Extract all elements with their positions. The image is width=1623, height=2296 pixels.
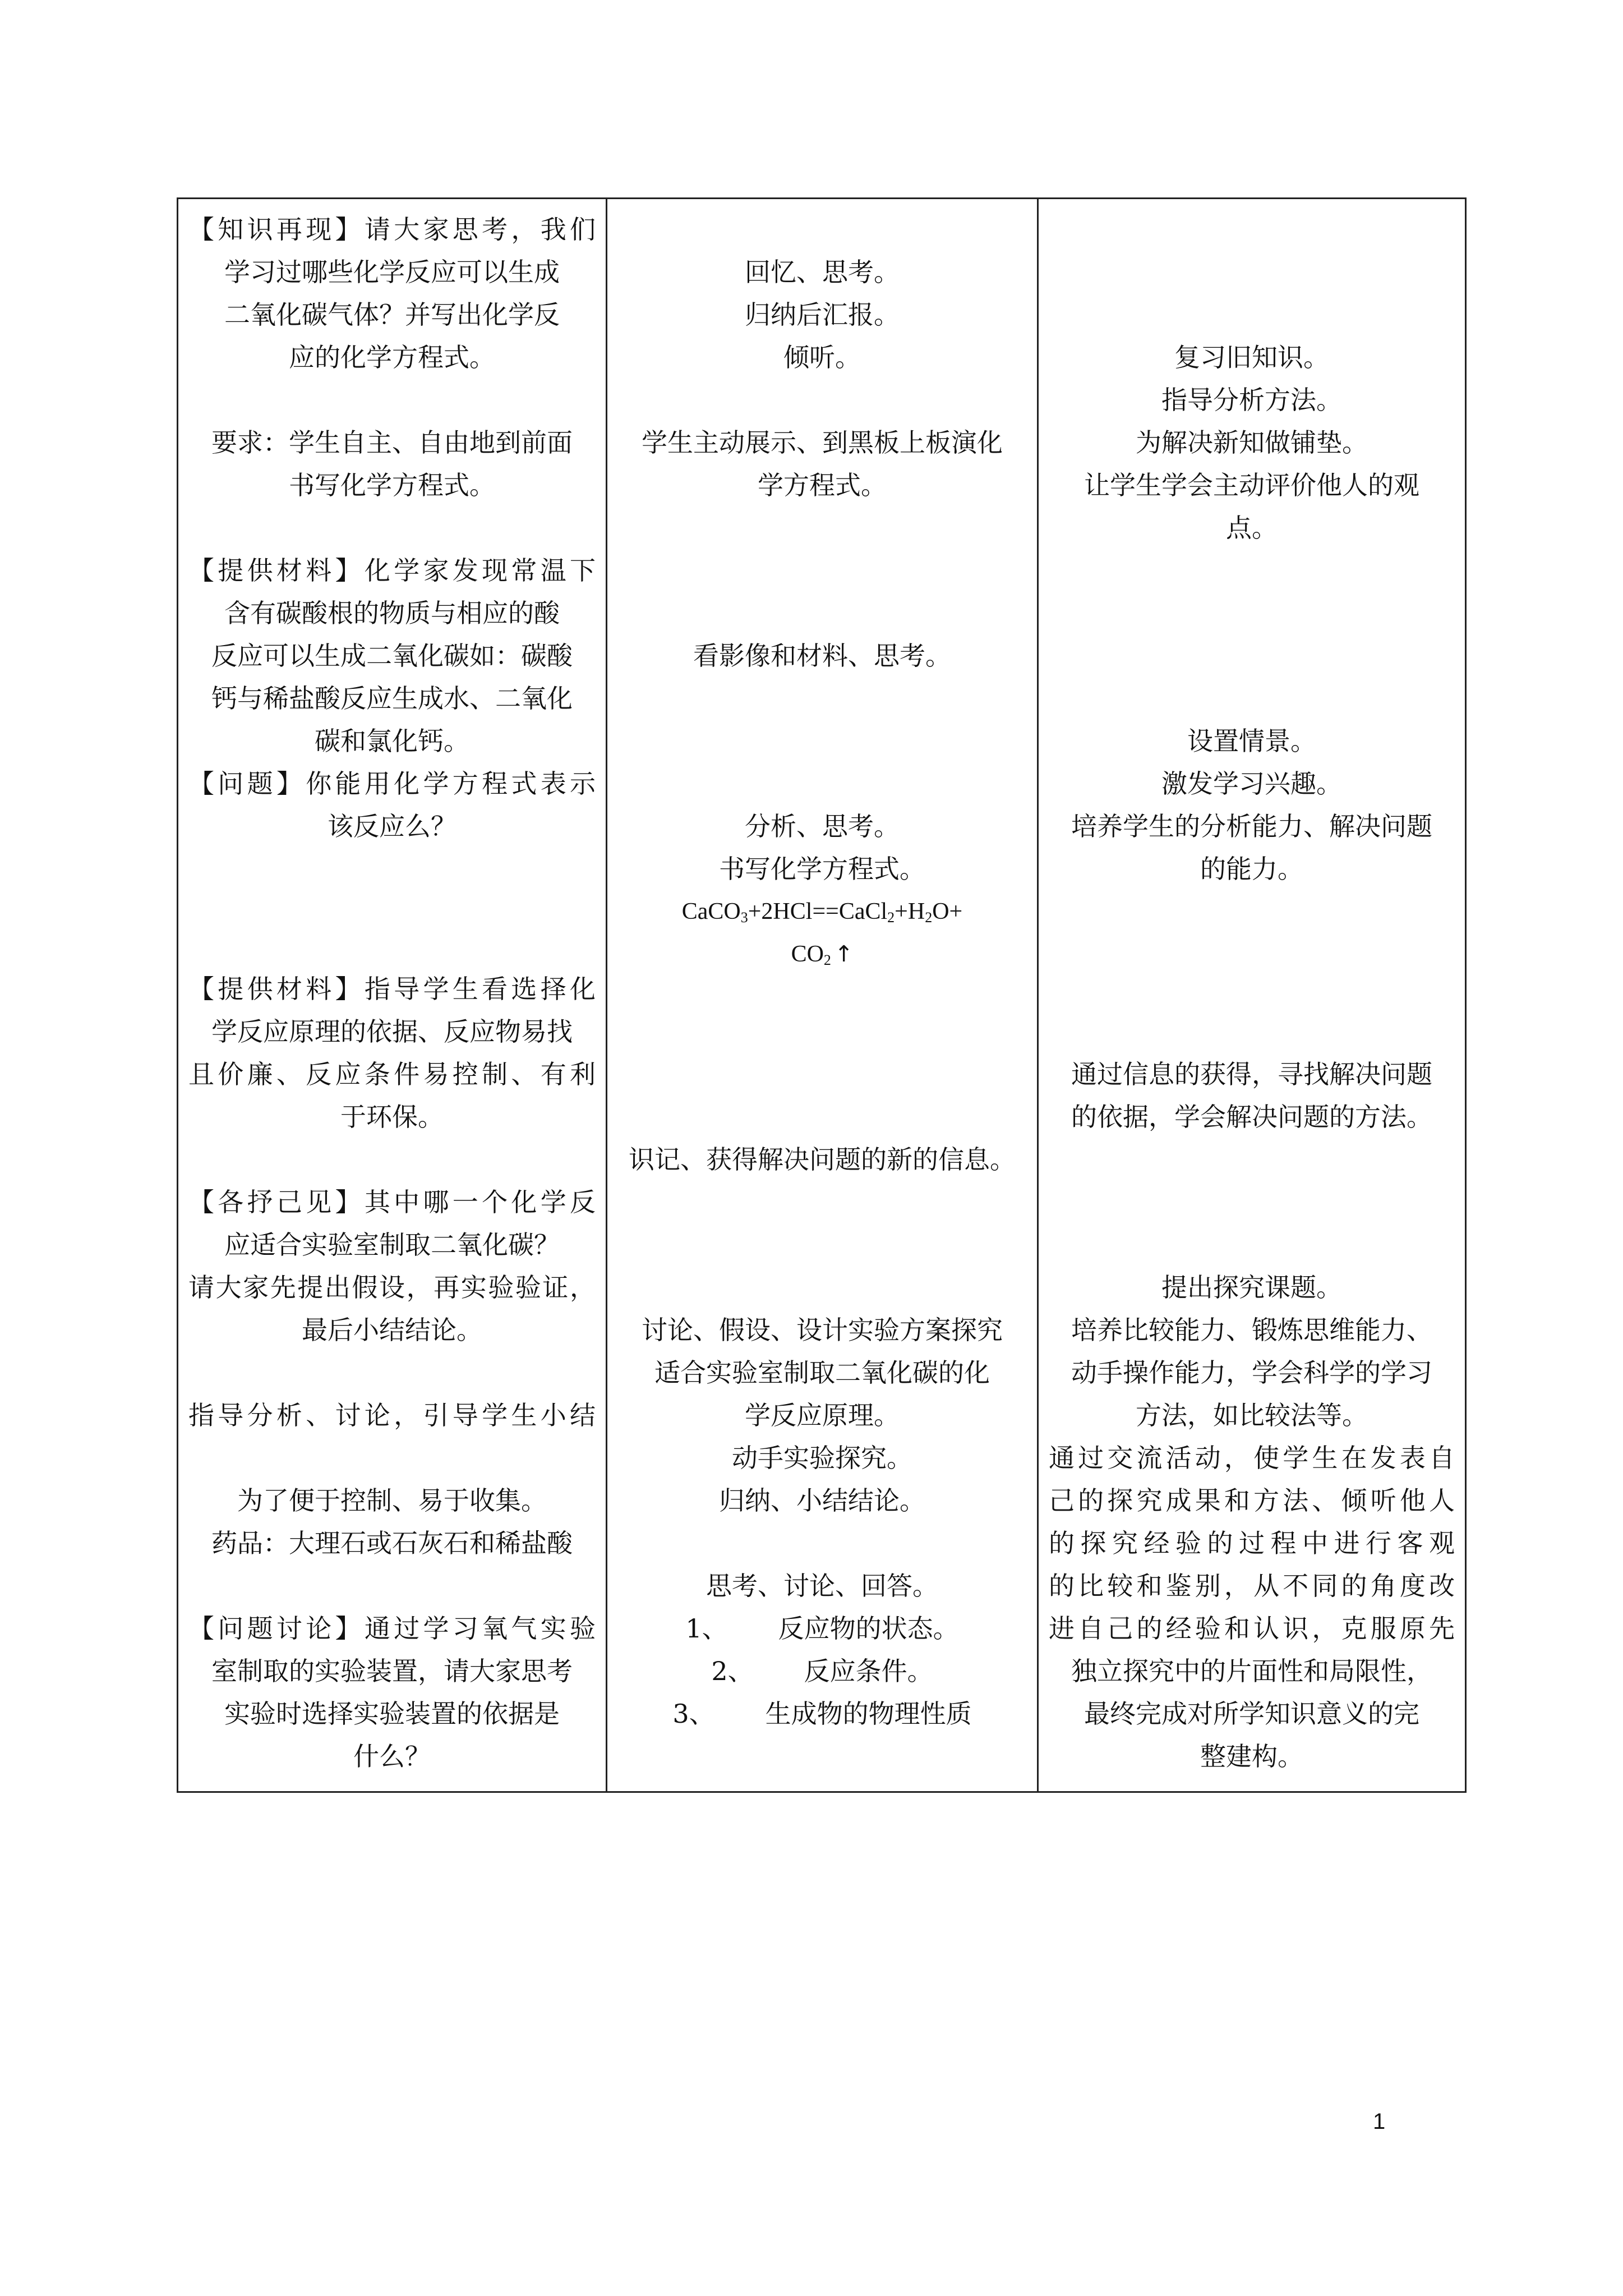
text-line: 书写化学方程式。 — [719, 854, 925, 884]
text-line: 碳和氯化钙。 — [315, 726, 469, 756]
text-line: 二氧化碳气体？并写出化学反 — [224, 300, 560, 330]
text-line: 点。 — [1226, 513, 1278, 543]
text-line: 应的化学方程式。 — [289, 342, 495, 372]
text-line: 通过信息的获得，寻找解决问题 — [1071, 1059, 1432, 1089]
text-line: 书写化学方程式。 — [289, 470, 495, 500]
text-line: 提出探究课题。 — [1161, 1272, 1342, 1303]
numbered-item-2: 2、 反应条件。 — [711, 1656, 933, 1686]
text-line: 归纳、小结结论。 — [719, 1485, 925, 1516]
text-line: 钙与稀盐酸反应生成水、二氧化 — [211, 683, 573, 714]
design-intent-text — [1039, 199, 1465, 1791]
text-line: 反应可以生成二氧化碳如：碳酸 — [211, 641, 573, 671]
text-line: 培养比较能力、锻炼思维能力、 — [1071, 1315, 1432, 1345]
text-line: 的比较和鉴别，从不同的角度改 — [1049, 1571, 1455, 1601]
text-line: 的依据，学会解决问题的方法。 — [1071, 1102, 1432, 1132]
text-line: 回忆、思考。 — [745, 257, 900, 287]
numbered-item-1: 1、 反应物的状态。 — [685, 1613, 959, 1644]
text-line: 讨论、假设、设计实验方案探究 — [642, 1315, 1003, 1345]
table-row — [178, 199, 1466, 1792]
text-line: 【问题】你能用化学方程式表示 — [188, 769, 596, 799]
lesson-plan-table — [177, 197, 1467, 1793]
text-line: 思考、讨论、回答。 — [706, 1571, 938, 1601]
text-line: 【问题讨论】通过学习氧气实验 — [188, 1613, 596, 1644]
text-line: 【提供材料】化学家发现常温下 — [188, 555, 596, 586]
arrow-up-icon: ↑ — [834, 941, 854, 967]
student-activity-column — [607, 199, 1038, 1792]
text-line: 进自己的经验和认识，克服原先 — [1049, 1613, 1455, 1644]
text-line: 设置情景。 — [1187, 726, 1316, 756]
student-activity-text — [607, 199, 1037, 1791]
teacher-activity-column — [178, 199, 607, 1792]
text-line: 最后小结结论。 — [302, 1315, 482, 1345]
text-line: 让学生学会主动评价他人的观 — [1084, 470, 1419, 500]
text-line: 独立探究中的片面性和局限性， — [1071, 1656, 1432, 1686]
text-line: 请大家先提出假设，再实验验证， — [188, 1272, 596, 1303]
text-line: 激发学习兴趣。 — [1161, 769, 1342, 799]
text-line: 【提供材料】指导学生看选择化 — [188, 974, 596, 1004]
teacher-activity-text — [178, 199, 606, 1791]
text-line: 通过交流活动，使学生在发表自 — [1049, 1443, 1455, 1473]
numbered-item-3: 3、 生成物的物理性质 — [672, 1699, 972, 1729]
text-line: 为解决新知做铺垫。 — [1136, 427, 1368, 458]
text-line: 倾听。 — [783, 342, 861, 372]
text-line: 整建构。 — [1200, 1741, 1303, 1772]
text-line: 学习过哪些化学反应可以生成 — [224, 257, 560, 287]
text-line: 什么？ — [353, 1741, 431, 1772]
text-line: 【各抒己见】其中哪一个化学反 — [188, 1187, 596, 1217]
text-line: 最终完成对所学知识意义的完 — [1084, 1699, 1419, 1729]
text-line: 学反应原理的依据、反应物易找 — [211, 1016, 573, 1047]
text-line: 归纳后汇报。 — [745, 300, 900, 330]
text-line: 动手实验探究。 — [732, 1443, 912, 1473]
text-line: 分析、思考。 — [745, 811, 900, 841]
text-line: 含有碳酸根的物质与相应的酸 — [224, 598, 560, 628]
text-line: 指导分析、讨论，引导学生小结 — [188, 1400, 596, 1430]
text-line: 实验时选择实验装置的依据是 — [224, 1699, 560, 1729]
text-line: 的探究经验的过程中进行客观 — [1049, 1528, 1455, 1558]
text-line: 于环保。 — [340, 1102, 444, 1132]
text-line: 且价廉、反应条件易控制、有利 — [188, 1059, 596, 1089]
text-line: 看影像和材料、思考。 — [693, 641, 951, 671]
text-line: 室制取的实验装置，请大家思考 — [211, 1656, 573, 1686]
text-line: 复习旧知识。 — [1174, 342, 1329, 372]
text-line: 的能力。 — [1200, 854, 1303, 884]
text-line: 学方程式。 — [758, 470, 887, 500]
text-line: 适合实验室制取二氧化碳的化 — [654, 1358, 990, 1388]
page-number: 1 — [1373, 2109, 1386, 2134]
text-line: 要求：学生自主、自由地到前面 — [211, 427, 573, 458]
text-line: 学生主动展示、到黑板上板演化 — [642, 427, 1003, 458]
text-line: 学反应原理。 — [745, 1400, 900, 1430]
text-line: 为了便于控制、易于收集。 — [237, 1485, 547, 1516]
text-line: 应适合实验室制取二氧化碳？ — [224, 1230, 560, 1260]
text-line: 动手操作能力，学会科学的学习 — [1071, 1358, 1432, 1388]
text-line: 己的探究成果和方法、倾听他人 — [1049, 1485, 1455, 1516]
text-line: 识记、获得解决问题的新的信息。 — [629, 1144, 1016, 1175]
chemical-equation-line-2: $CO_2$ ↑ — [607, 933, 1037, 976]
design-intent-column — [1038, 199, 1466, 1792]
text-line: 方法，如比较法等。 — [1136, 1400, 1368, 1430]
text-line: 药品：大理石或石灰石和稀盐酸 — [211, 1528, 573, 1558]
chemical-equation-line-1: $CaCO_3+2HCl==CaCl_2+H_2O+$ — [681, 899, 963, 926]
text-line: 指导分析方法。 — [1161, 385, 1342, 415]
text-line: 【知识再现】请大家思考，我们 — [188, 214, 596, 245]
text-line: 该反应么？ — [328, 811, 457, 841]
text-line: 培养学生的分析能力、解决问题 — [1071, 811, 1432, 841]
